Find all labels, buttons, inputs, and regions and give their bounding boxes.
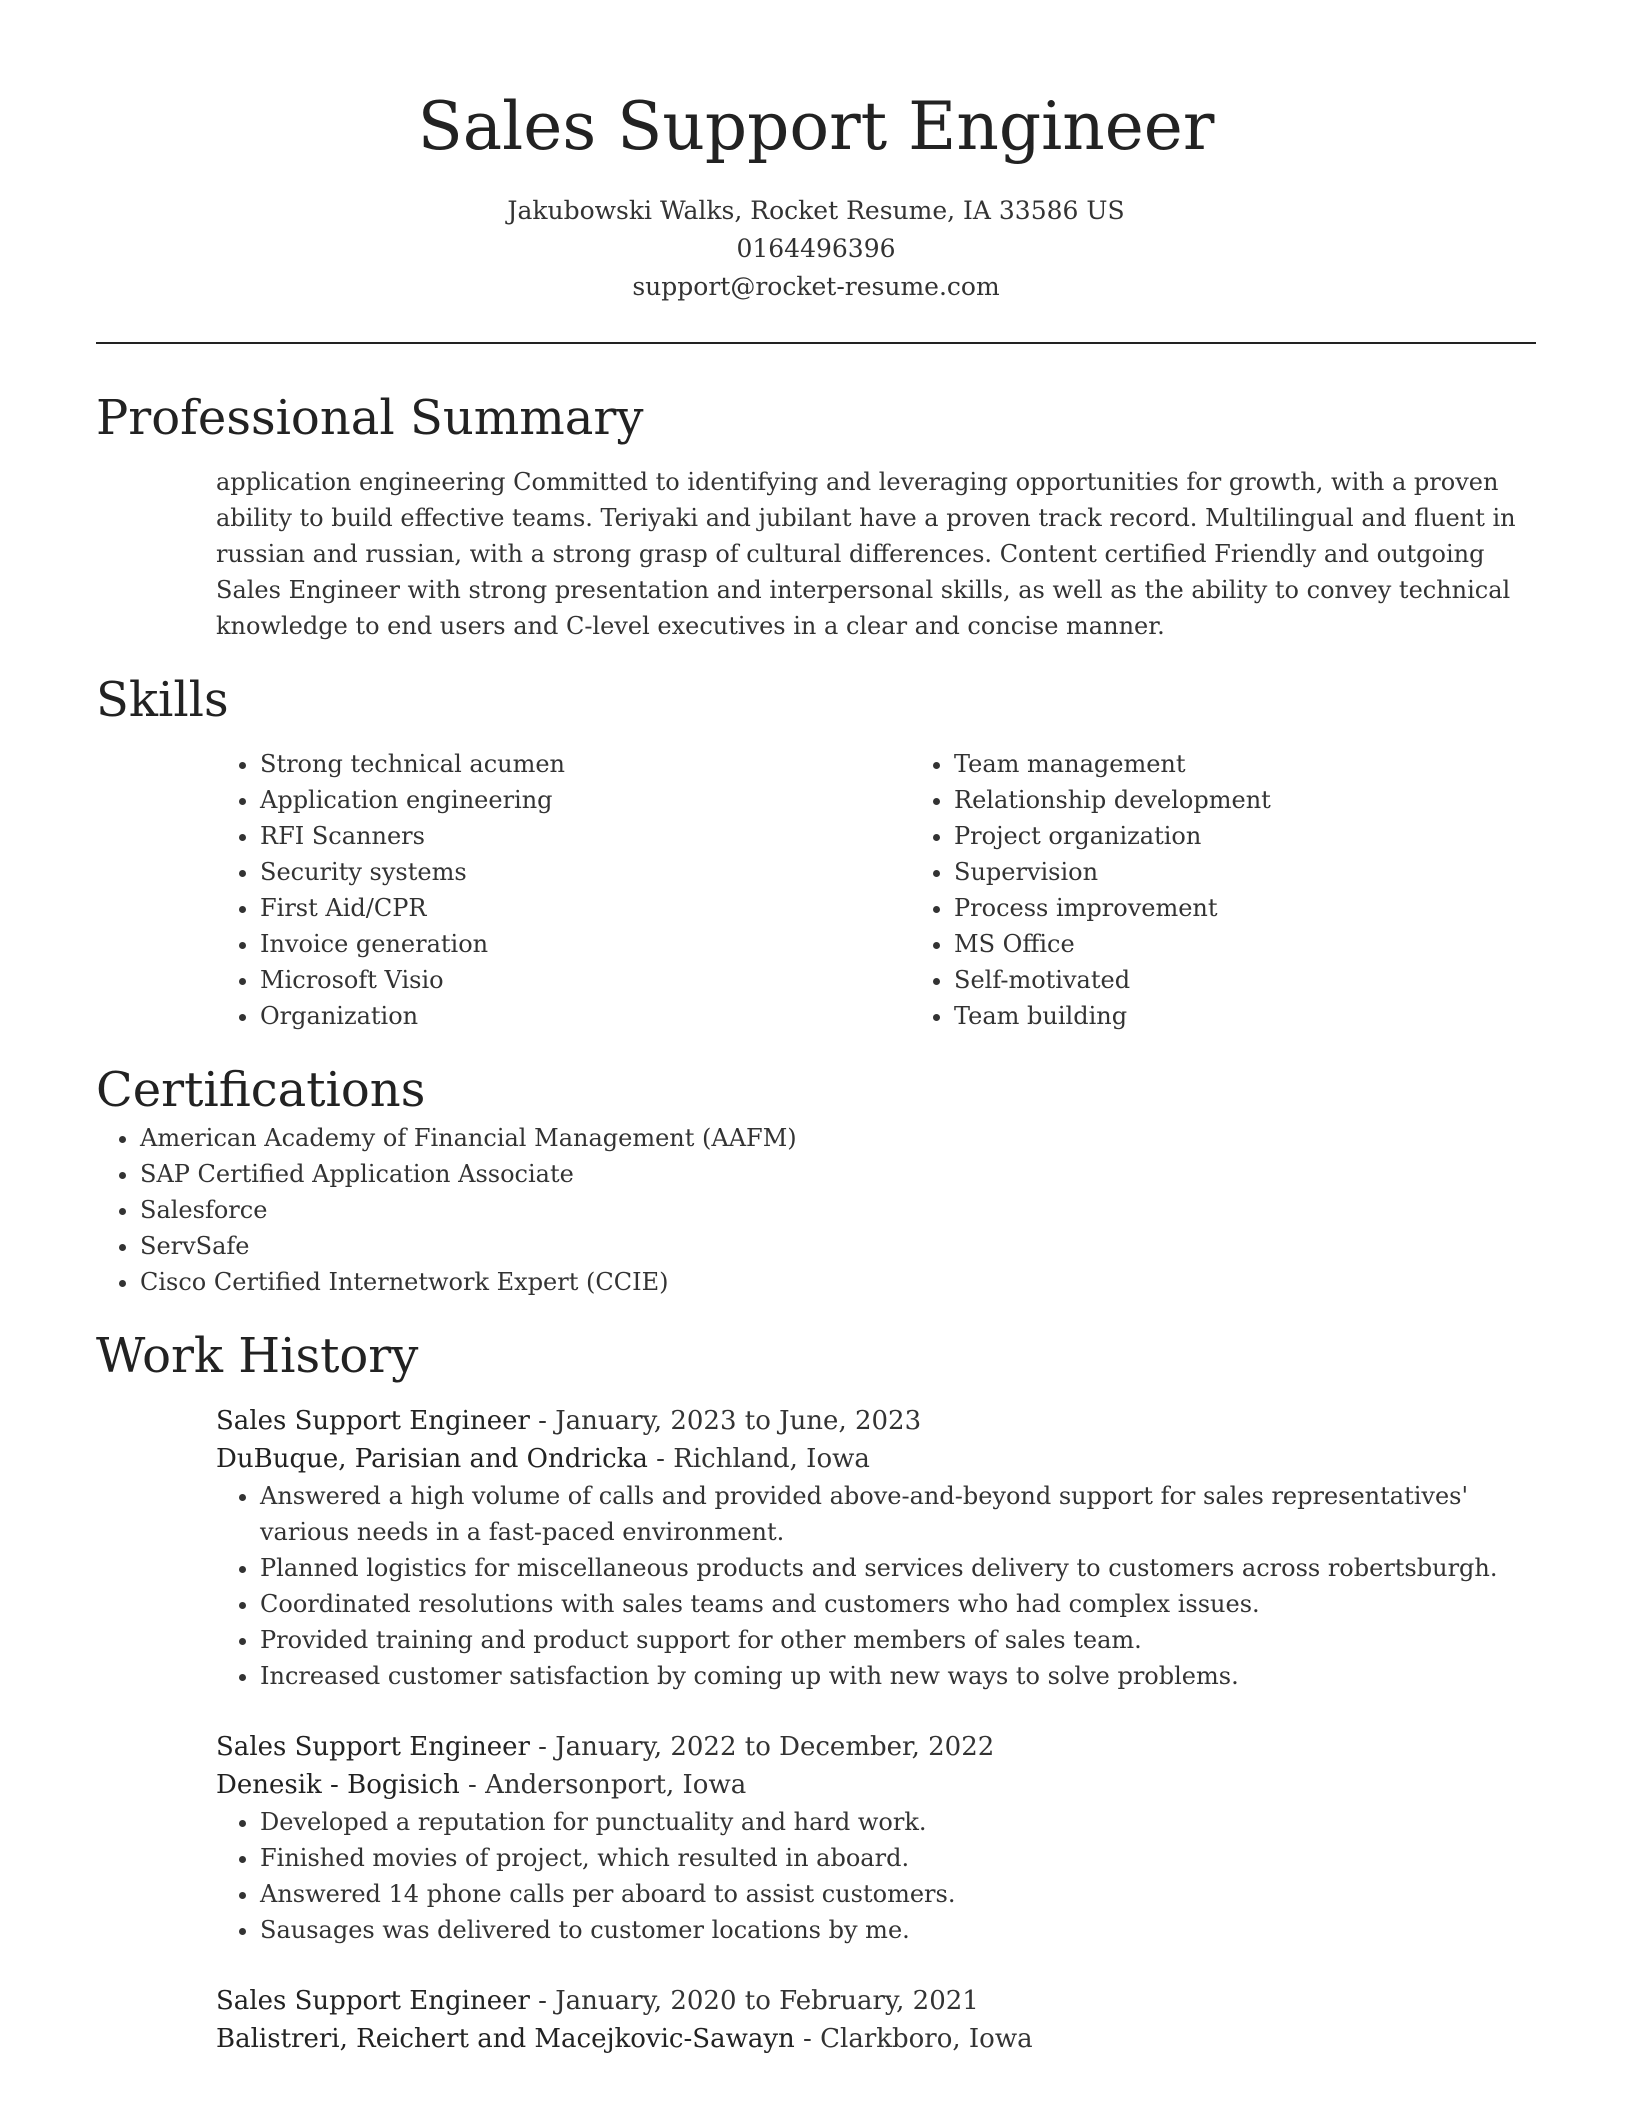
- skill-item: • Strong technical acumen: [260, 746, 910, 782]
- resume-header: [0, 0, 1632, 306]
- skill-item: • Team management: [954, 746, 1604, 782]
- job-company: DuBuque, Parisian and Ondricka: [216, 1444, 648, 1474]
- job-location: Clarkboro, Iowa: [820, 2024, 1033, 2054]
- job-dates: January, 2020 to February, 2021: [555, 1986, 979, 2016]
- job-duty-item: • Planned logistics for miscellaneous products and services delivery to customers across robertsburgh.: [260, 1550, 1536, 1586]
- certifications-heading: Certifications: [96, 1062, 426, 1118]
- skill-item: • Organization: [260, 998, 910, 1034]
- skill-item: • Invoice generation: [260, 926, 910, 962]
- summary-text: application engineering Committed to identifying and leveraging opportunities for growth, with a proven ability to build effective teams. Teriyaki and jubilant have a proven track record. Multilingual and fluent in russian and russian, with a strong grasp of cultural differences. Content certified Friendly and outgoing Sales Engineer with strong presentation and interpersonal skills, as well as the ability to convey technical knowledge to end users and C-level executives in a clear and concise manner.: [216, 468, 1516, 640]
- certifications-section: [96, 1060, 1536, 1300]
- skill-item: • Microsoft Visio: [260, 962, 910, 998]
- job-title: Sales Support Engineer: [216, 1732, 530, 1762]
- certification-item: • Salesforce: [140, 1192, 1536, 1228]
- job-company-line: [216, 1440, 1536, 1478]
- skill-item: • First Aid/CPR: [260, 890, 910, 926]
- separator: -: [529, 1986, 556, 2016]
- job-duty-item: • Sausages was delivered to customer locations by me.: [260, 1912, 1536, 1948]
- skill-item: • Project organization: [954, 818, 1604, 854]
- job-title-line: [216, 1402, 1536, 1440]
- certification-item: • Cisco Certified Internetwork Expert (CCIE): [140, 1264, 1536, 1300]
- job-company-line: [216, 1766, 1536, 1804]
- job-location: Andersonport, Iowa: [485, 1770, 747, 1800]
- job-title-line: [216, 1982, 1536, 2020]
- job-entry: [216, 1402, 1536, 1694]
- page-title: Sales Support Engineer: [417, 88, 1215, 165]
- job-company-line: [216, 2020, 1536, 2058]
- job-duty-item: • Answered 14 phone calls per aboard to assist customers.: [260, 1876, 1536, 1912]
- skill-item: • Team building: [954, 998, 1604, 1034]
- job-duties-list: [216, 1478, 1536, 1694]
- certifications-list: [96, 1120, 1536, 1300]
- job-duty-item: • Finished movies of project, which resulted in aboard.: [260, 1840, 1536, 1876]
- contact-info: [0, 192, 1632, 306]
- skill-item: • Supervision: [954, 854, 1604, 890]
- skill-item: • Security systems: [260, 854, 910, 890]
- job-duty-item: • Coordinated resolutions with sales teams and customers who had complex issues.: [260, 1586, 1536, 1622]
- certification-item: • SAP Certified Application Associate: [140, 1156, 1536, 1192]
- separator: -: [529, 1406, 556, 1436]
- job-title: Sales Support Engineer: [216, 1406, 530, 1436]
- job-company: Denesik - Bogisich: [216, 1770, 460, 1800]
- job-entry: [216, 1982, 1536, 2058]
- separator: -: [794, 2024, 821, 2054]
- email-text: support@rocket-resume.com: [632, 272, 1000, 301]
- skills-heading: Skills: [96, 672, 229, 728]
- skills-list-right: [910, 746, 1604, 1034]
- header-divider: [96, 342, 1536, 344]
- job-dates: January, 2023 to June, 2023: [555, 1406, 922, 1436]
- skills-list-left: [216, 746, 910, 1034]
- address-text: Jakubowski Walks, Rocket Resume, IA 33586 US: [507, 196, 1125, 225]
- certification-item: • ServSafe: [140, 1228, 1536, 1264]
- skill-item: • MS Office: [954, 926, 1604, 962]
- separator: -: [529, 1732, 556, 1762]
- phone-text: 0164496396: [736, 234, 896, 263]
- skills-section: [96, 670, 1536, 1034]
- skill-item: • Process improvement: [954, 890, 1604, 926]
- job-location: Richland, Iowa: [673, 1444, 870, 1474]
- job-duty-item: • Answered a high volume of calls and provided above-and-beyond support for sales representatives' various needs in a fast-paced environment.: [260, 1478, 1536, 1550]
- skill-item: • RFI Scanners: [260, 818, 910, 854]
- job-title-line: [216, 1728, 1536, 1766]
- skill-item: • Relationship development: [954, 782, 1604, 818]
- separator: -: [459, 1770, 486, 1800]
- skill-item: • Application engineering: [260, 782, 910, 818]
- skill-item: • Self-motivated: [954, 962, 1604, 998]
- work-history-heading: Work History: [96, 1328, 419, 1384]
- job-duty-item: • Provided training and product support for other members of sales team.: [260, 1622, 1536, 1658]
- skills-grid: [216, 746, 1536, 1034]
- job-title: Sales Support Engineer: [216, 1986, 530, 2016]
- summary-section: [96, 388, 1536, 644]
- work-history-section: [96, 1326, 1536, 2058]
- job-dates: January, 2022 to December, 2022: [555, 1732, 995, 1762]
- job-duty-item: • Increased customer satisfaction by coming up with new ways to solve problems.: [260, 1658, 1536, 1694]
- job-duties-list: [216, 1804, 1536, 1948]
- certification-item: • American Academy of Financial Management (AAFM): [140, 1120, 1536, 1156]
- job-company: Balistreri, Reichert and Macejkovic-Sawayn: [216, 2024, 795, 2054]
- job-entry: [216, 1728, 1536, 1948]
- job-duty-item: • Developed a reputation for punctuality and hard work.: [260, 1804, 1536, 1840]
- summary-heading: Professional Summary: [96, 390, 644, 446]
- separator: -: [647, 1444, 674, 1474]
